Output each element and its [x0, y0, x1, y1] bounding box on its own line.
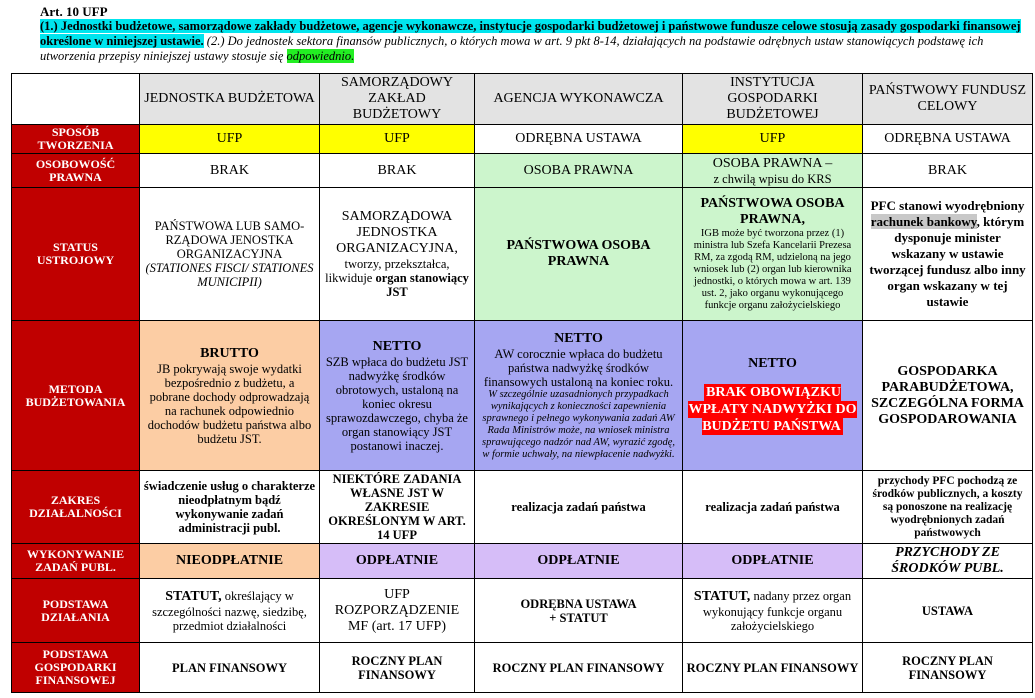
cell-status-pfc — [863, 188, 1033, 321]
cell-metoda-aw — [475, 321, 683, 471]
cell-podstawa-dz-pfc: USTAWA — [863, 579, 1033, 643]
igb-podstawa-bold: STATUT, — [693, 588, 751, 604]
cell-sposob-aw: ODRĘBNA USTAWA — [475, 125, 683, 154]
szb-status-text: tworzy, przekształca, likwiduje — [325, 257, 450, 285]
cell-sposob-szb: UFP — [320, 125, 475, 154]
row-label-status: STATUS USTROJOWY — [12, 188, 140, 321]
cell-osobowosc-jb: BRAK — [140, 154, 320, 188]
jb-podstawa-rest: określający w szczególności nazwę, siedzibę, przedmiot działalności — [152, 588, 307, 633]
row-podstawa-gospodarki — [12, 643, 1033, 693]
row-label-podstawa-gospodarki: PODSTAWA GOSPODARKI FINANSOWEJ — [12, 643, 140, 693]
szb-status-main: SAMORZĄDOWA JEDNOSTKA ORGANIZACYJNA, — [336, 209, 458, 256]
row-status — [12, 188, 1033, 321]
cell-podstawa-dz-jb — [140, 579, 320, 643]
row-label-metoda: METODA BUDŻETOWANIA — [12, 321, 140, 471]
paragraph-1: (1.) Jednostki budżetowe, samorządowe zakłady budżetowe, agencje wykonawcze, instytucje gospodarki budżetowej i państwowe fundusze celowe stosują zasady gospodarki finansowej określone w niniejszej ustawie. — [40, 19, 1021, 48]
aw-metoda-head: NETTO — [554, 330, 603, 346]
cell-zakres-aw: realizacja zadań państwa — [475, 471, 683, 544]
col-header-igb: INSTYTUCJA GOSPODARKI BUDŻETOWEJ — [683, 74, 863, 125]
cell-metoda-pfc: GOSPODARKA PARABUDŻETOWA, SZCZEGÓLNA FORMA GOSPODAROWANIA — [863, 321, 1033, 471]
col-header-aw: AGENCJA WYKONAWCZA — [475, 74, 683, 125]
comparison-table — [11, 73, 1033, 693]
cell-sposob-igb: UFP — [683, 125, 863, 154]
cell-sposob-jb: UFP — [140, 125, 320, 154]
szb-status-organ: organ stanowiący JST — [375, 271, 469, 299]
row-sposob — [12, 125, 1033, 154]
aw-podstawa-l2: + STATUT — [549, 610, 608, 625]
corner-cell — [12, 74, 140, 125]
szb-metoda-head: NETTO — [372, 338, 422, 354]
cell-status-szb — [320, 188, 475, 321]
row-wykonywanie — [12, 544, 1033, 579]
jb-status-main: PAŃSTWOWA LUB SAMO-RZĄDOWA JENOSTKA ORGANIZACYJNA — [154, 219, 305, 261]
cell-zakres-igb: realizacja zadań państwa — [683, 471, 863, 544]
cell-osobowosc-pfc: BRAK — [863, 154, 1033, 188]
cell-podstawa-dz-szb: UFP ROZPORZĄDZENIE MF (art. 17 UFP) — [320, 579, 475, 643]
col-header-szb: SAMORZĄDOWY ZAKŁAD BUDŻETOWY — [320, 74, 475, 125]
cell-wykonywanie-szb: ODPŁATNIE — [320, 544, 475, 579]
row-label-wykonywanie: WYKONYWANIE ZADAŃ PUBL. — [12, 544, 140, 579]
jb-metoda-head: BRUTTO — [200, 345, 259, 361]
paragraph-2: (2.) Do jednostek sektora finansów publicznych, o których mowa w art. 9 pkt 8-14, działających na podstawie odrębnych ustaw stanowiących podstawę ich utworzenia przepisy niniejszej ustawy stosuje się — [40, 34, 984, 63]
jb-metoda-text: JB pokrywają swoje wydatki bezpośrednio z budżetu, a pobrane dochody odprowadzają na rachunek odpowiednio dochodów budżetu państwa albo budżetu JST. — [147, 361, 312, 446]
cell-wykonywanie-igb: ODPŁATNIE — [683, 544, 863, 579]
jb-status-latin: (STATIONES FISCI/ STATIONES MUNICIPII) — [145, 261, 314, 289]
row-osobowosc — [12, 154, 1033, 188]
cell-status-jb — [140, 188, 320, 321]
cell-metoda-szb — [320, 321, 475, 471]
cell-metoda-igb — [683, 321, 863, 471]
cell-podstawa-dz-igb — [683, 579, 863, 643]
cell-sposob-pfc: ODRĘBNA USTAWA — [863, 125, 1033, 154]
cell-podstawa-gf-jb: PLAN FINANSOWY — [140, 643, 320, 693]
cell-osobowosc-szb: BRAK — [320, 154, 475, 188]
cell-podstawa-gf-szb: ROCZNY PLAN FINANSOWY — [320, 643, 475, 693]
cell-zakres-jb: świadczenie usług o charakterze nieodpłatnym bądź wykonywanie zadań administracji publ. — [140, 471, 320, 544]
igb-osobowosc-main: OSOBA PRAWNA – — [712, 155, 833, 171]
article-header — [0, 0, 1035, 64]
row-podstawa-dzialania — [12, 579, 1033, 643]
igb-podstawa-rest: nadany przez organ wykonujący funkcje organu założycielskiego — [702, 588, 852, 633]
cell-wykonywanie-pfc: PRZYCHODY ZE ŚRODKÓW PUBL. — [863, 544, 1033, 579]
pfc-status-highlight: rachunek bankowy — [870, 214, 977, 229]
igb-metoda-red: BRAK OBOWIĄZKU WPŁATY NADWYŻKI DO BUDŻETU PAŃSTWA — [688, 385, 857, 434]
row-zakres — [12, 471, 1033, 544]
paragraph-2-end: odpowiednio. — [286, 49, 355, 63]
row-label-podstawa-dzialania: PODSTAWA DZIAŁANIA — [12, 579, 140, 643]
igb-status-head: PAŃSTWOWA OSOBA PRAWNA, — [700, 196, 845, 227]
cell-podstawa-gf-aw: ROCZNY PLAN FINANSOWY — [475, 643, 683, 693]
jb-podstawa-bold: STATUT, — [165, 588, 222, 604]
szb-status-rest — [323, 257, 471, 299]
cell-wykonywanie-jb: NIEODPŁATNIE — [140, 544, 320, 579]
cell-zakres-pfc: przychody PFC pochodzą ze środków publicznych, a koszty są ponoszone na realizację wyodrębnionych zadań państwowych — [863, 471, 1033, 544]
row-label-sposob: SPOSÓB TWORZENIA — [12, 125, 140, 154]
cell-osobowosc-aw: OSOBA PRAWNA — [475, 154, 683, 188]
cell-status-igb — [683, 188, 863, 321]
cell-wykonywanie-aw: ODPŁATNIE — [475, 544, 683, 579]
cell-zakres-szb: NIEKTÓRE ZADANIA WŁASNE JST W ZAKRESIE OKREŚLONYM W ART. 14 UFP — [320, 471, 475, 544]
row-label-osobowosc: OSOBOWOŚĆ PRAWNA — [12, 154, 140, 188]
igb-metoda-head: NETTO — [748, 356, 797, 371]
szb-metoda-text: SZB wpłaca do budżetu JST nadwyżkę środków obrotowych, ustaloną na koniec okresu sprawozdawczego, chyba że organ stanowiący JST postanowi inaczej. — [325, 354, 469, 453]
pfc-status-b: , którym dysponuje minister wskazany w ustawie tworzącej fundusz albo inny organ wskazany w tej ustawie — [869, 214, 1026, 309]
cell-podstawa-gf-pfc: ROCZNY PLAN FINANSOWY — [863, 643, 1033, 693]
cell-status-aw: PAŃSTWOWA OSOBA PRAWNA — [475, 188, 683, 321]
cell-metoda-jb — [140, 321, 320, 471]
col-header-jb: JEDNOSTKA BUDŻETOWA — [140, 74, 320, 125]
aw-podstawa-l1: ODRĘBNA USTAWA — [520, 596, 637, 611]
article-title: Art. 10 UFP — [40, 4, 108, 19]
cell-podstawa-dz-aw — [475, 579, 683, 643]
aw-metoda-italic: W szczególnie uzasadnionych przypadkach wynikających z konieczności zapewnienia sprawnego i pełnego wykonywania zadań AW Rada Ministrów może, na wniosek ministra sprawującego nadzór nad AW, wyrazić zgodę, w formie uchwały, na niewpłacenie nadwyżki. — [482, 388, 675, 460]
pfc-status-a: PFC stanowi wyodrębniony — [870, 198, 1025, 213]
igb-status-small: IGB może być tworzona przez (1) ministra lub Szefa Kancelarii Prezesa RM, za zgodą RM, udzieloną na jego wniosek lub (2) organ lub kierownika jednostki, o których mowa w art. 139 ust. 2, jako organu wykonującego funkcje organu założycielskiego — [693, 228, 852, 311]
igb-osobowosc-note: z chwilą wpisu do KRS — [713, 171, 832, 186]
row-label-zakres: ZAKRES DZIAŁALNOŚCI — [12, 471, 140, 544]
cell-osobowosc-igb — [683, 154, 863, 188]
cell-podstawa-gf-igb: ROCZNY PLAN FINANSOWY — [683, 643, 863, 693]
row-metoda — [12, 321, 1033, 471]
col-header-pfc: PAŃSTWOWY FUNDUSZ CELOWY — [863, 74, 1033, 125]
article-text — [40, 19, 1025, 64]
header-row — [12, 74, 1033, 125]
aw-metoda-text: AW corocznie wpłaca do budżetu państwa nadwyżkę środków finansowych ustaloną na koniec roku. — [483, 346, 674, 389]
